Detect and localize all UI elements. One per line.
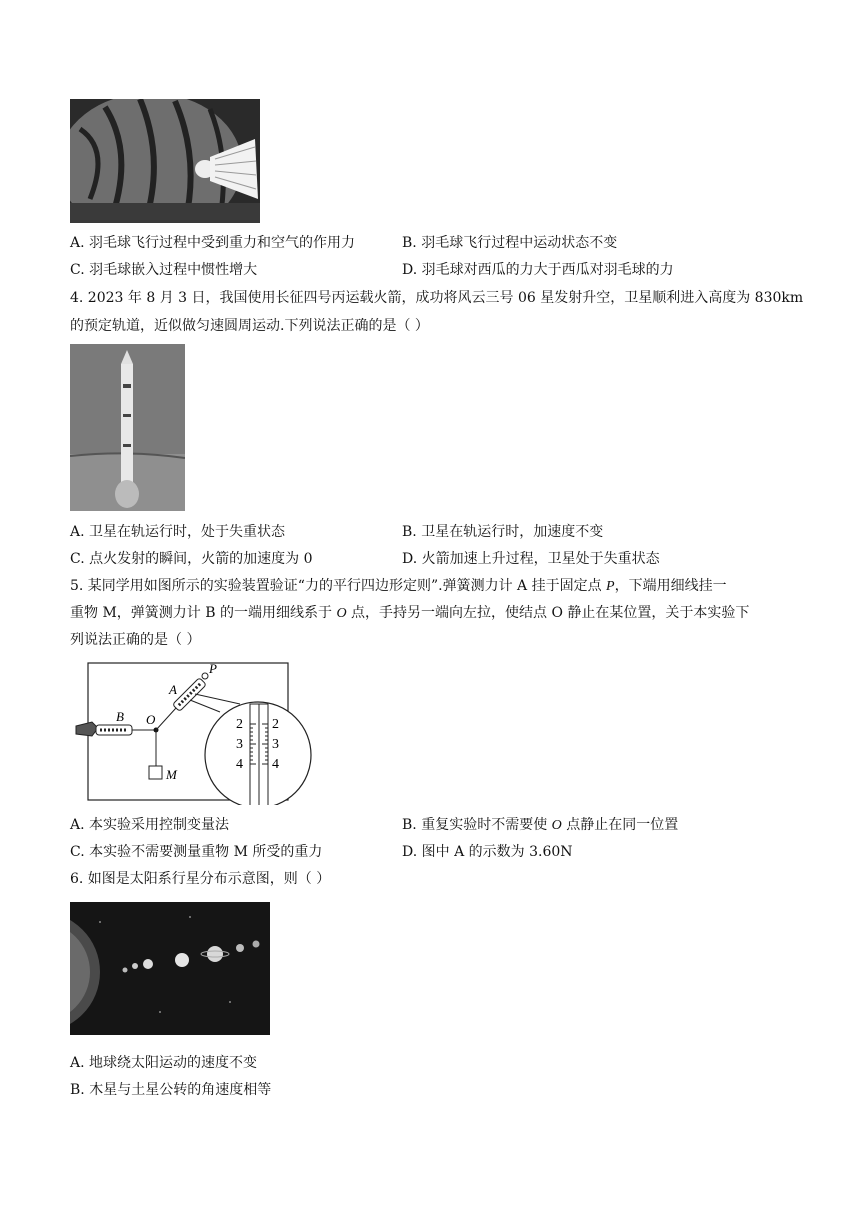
q6-option-b: B. 木星与土星公转的角速度相等 — [70, 1082, 272, 1098]
force-parallelogram-figure — [70, 660, 320, 805]
watermelon-shuttlecock-photo — [70, 99, 260, 223]
q4-option-c: C. 点火发射的瞬间，火箭的加速度为 0 — [70, 551, 313, 567]
scale-right-4: 4 — [272, 757, 279, 772]
solar-system-photo — [70, 902, 270, 1035]
scale-right-2: 2 — [272, 717, 279, 732]
q4-stem-line1: 4. 2023 年 8 月 3 日，我国使用长征四号丙运载火箭，成功将风云三号 06 星发射升空，卫星顺利进入高度为 830km — [70, 290, 804, 306]
label-b: B — [116, 709, 124, 724]
q3-option-d: D. 羽毛球对西瓜的力大于西瓜对羽毛球的力 — [402, 262, 674, 278]
label-m: M — [166, 767, 177, 782]
callout-line-1 — [190, 700, 220, 712]
q5-stem-line2-text: 重物 M，弹簧测力计 B 的一端用细线系于 — [70, 605, 337, 621]
q5-stem-line1-text: 5. 某同学用如图所示的实验装置验证“力的平行四边形定则”.弹簧测力计 A 挂于固定点 — [70, 578, 607, 594]
q5-option-b-tail: 点静止在同一位置 — [561, 817, 679, 833]
callout-line-2 — [195, 694, 240, 704]
weight-m — [149, 766, 162, 779]
label-p: P — [209, 661, 217, 676]
q5-option-b-text: B. 重复实验时不需要使 — [402, 817, 552, 833]
scale-left-4: 4 — [236, 757, 243, 772]
q5-stem-line1-tail: ，下端用细线挂一 — [614, 578, 727, 594]
spring-scale-b — [96, 725, 132, 735]
q5-option-b — [402, 815, 678, 836]
rocket-launch-photo — [70, 344, 185, 511]
scale-right-3: 3 — [272, 737, 279, 752]
q4-option-d: D. 火箭加速上升过程，卫星处于失重状态 — [402, 551, 660, 567]
q3-option-b: B. 羽毛球飞行过程中运动状态不变 — [402, 235, 618, 251]
spring-scale-a — [172, 678, 206, 712]
q5-stem-line1 — [70, 576, 727, 597]
q6-option-a: A. 地球绕太阳运动的速度不变 — [70, 1055, 258, 1071]
q5-stem-line2-tail: 点，手持另一端向左拉，使结点 O 静止在某位置，关于本实验下 — [346, 605, 750, 621]
q4-option-a: A. 卫星在轨运行时，处于失重状态 — [70, 524, 286, 540]
q5-stem-var-p: P — [606, 579, 615, 594]
q5-option-c: C. 本实验不需要测量重物 M 所受的重力 — [70, 844, 323, 860]
q4-stem-line2: 的预定轨道，近似做匀速圆周运动.下列说法正确的是（ ） — [70, 318, 429, 334]
fixed-point-p — [202, 673, 208, 679]
scale-left-3: 3 — [236, 737, 243, 752]
q5-option-d: D. 图中 A 的示数为 3.60N — [402, 844, 573, 860]
q4-option-b: B. 卫星在轨运行时，加速度不变 — [402, 524, 604, 540]
q3-option-a: A. 羽毛球飞行过程中受到重力和空气的作用力 — [70, 235, 356, 251]
string-a — [156, 708, 176, 730]
q5-stem-line3: 列说法正确的是（ ） — [70, 632, 201, 648]
hand-icon — [76, 722, 98, 736]
label-o: O — [146, 712, 156, 727]
q6-stem: 6. 如图是太阳系行星分布示意图，则（ ） — [70, 871, 331, 887]
q5-stem-var-o: O — [336, 606, 347, 621]
q5-option-b-var: O — [551, 818, 562, 833]
scale-left-2: 2 — [236, 717, 243, 732]
q5-stem-line2 — [70, 603, 749, 624]
q3-option-c: C. 羽毛球嵌入过程中惯性增大 — [70, 262, 258, 278]
label-a: A — [169, 682, 177, 697]
q5-option-a: A. 本实验采用控制变量法 — [70, 817, 230, 833]
